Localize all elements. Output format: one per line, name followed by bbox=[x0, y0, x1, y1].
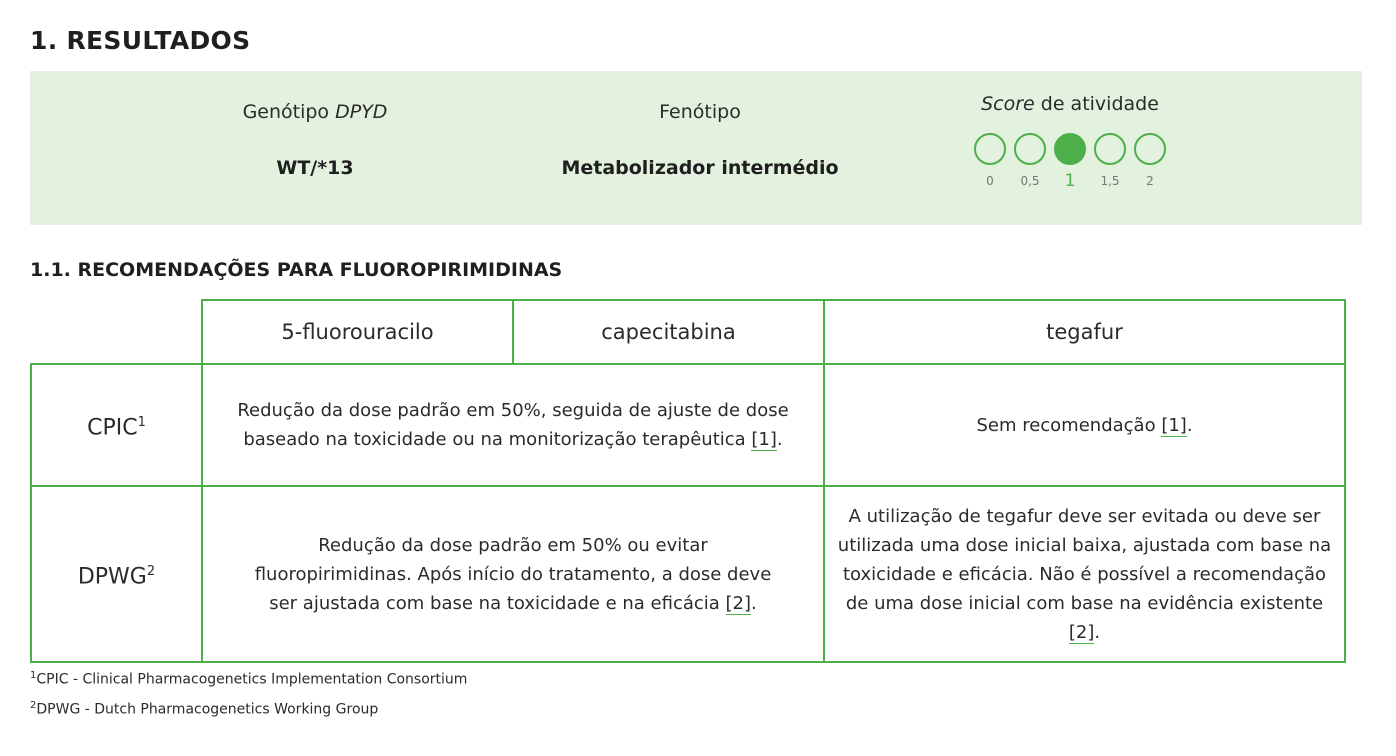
table-header-row bbox=[31, 300, 1345, 364]
table-corner-cell bbox=[31, 300, 202, 364]
org-dpwg: DPWG$^2$ bbox=[31, 486, 202, 662]
drug-header-capecitabine: capecitabina bbox=[513, 300, 824, 364]
subsection-title: 1.1. RECOMENDAÇÕES PARA FLUOROPIRIMIDINAS bbox=[30, 259, 563, 281]
phenotype-column bbox=[530, 101, 870, 179]
footnotes bbox=[30, 666, 467, 726]
dpwg-fu-cap-recommendation: Redução da dose padrão em 50% ou evitar fluoropirimidinas. Após início do tratamento, a dose deve ser ajustada com base na toxicidade e na eficácia [2]. bbox=[202, 486, 824, 662]
score-dot bbox=[1134, 133, 1166, 165]
table-row-cpic bbox=[31, 364, 1345, 486]
genotype-label: Genótipo DPYD bbox=[242, 101, 388, 123]
score-tick-label: 0,5 bbox=[1020, 174, 1040, 188]
section-title: 1. RESULTADOS bbox=[30, 26, 251, 55]
score-tick-label: 1,5 bbox=[1100, 174, 1120, 188]
results-summary-panel bbox=[30, 71, 1362, 225]
activity-score-scale bbox=[935, 133, 1205, 165]
score-dot bbox=[974, 133, 1006, 165]
score-tick-label: 2 bbox=[1146, 174, 1154, 188]
score-dot bbox=[1094, 133, 1126, 165]
gene-name: DPYD bbox=[335, 101, 388, 123]
recommendations-table bbox=[30, 299, 1346, 663]
score-dot-active bbox=[1054, 133, 1086, 165]
activity-score-ticks bbox=[935, 173, 1205, 189]
drug-header-5fu: 5-fluorouracilo bbox=[202, 300, 513, 364]
org-cpic: CPIC$^1$ bbox=[31, 364, 202, 486]
genotype-column bbox=[200, 101, 430, 179]
activity-score-column bbox=[935, 93, 1205, 189]
phenotype-value: Metabolizador intermédio bbox=[561, 157, 839, 179]
reference-link[interactable]: [2] bbox=[1068, 621, 1095, 643]
footnote-cpic: $^1$CPIC - Clinical Pharmacogenetics Implementation Consortium bbox=[30, 670, 468, 688]
phenotype-label: Fenótipo bbox=[659, 101, 741, 123]
activity-score-label: Score de atividade bbox=[981, 93, 1159, 115]
score-tick-label: 0 bbox=[986, 174, 994, 188]
reference-link[interactable]: [1] bbox=[751, 429, 777, 450]
footnote-dpwg: $^2$DPWG - Dutch Pharmacogenetics Working Group bbox=[30, 700, 379, 718]
reference-link[interactable]: [1] bbox=[1161, 414, 1187, 436]
drug-header-tegafur: tegafur bbox=[824, 300, 1345, 364]
score-tick-label: 1 bbox=[1064, 171, 1076, 191]
reference-link[interactable]: [2] bbox=[725, 592, 752, 614]
cpic-fu-cap-recommendation: Redução da dose padrão em 50%, seguida de ajuste de dose baseado na toxicidade ou na monitorização terapêutica [1]. bbox=[202, 364, 824, 486]
genotype-value: WT/*13 bbox=[276, 157, 354, 179]
score-dot bbox=[1014, 133, 1046, 165]
table-row-dpwg bbox=[31, 486, 1345, 662]
cpic-tegafur-recommendation: Sem recomendação [1]. bbox=[824, 364, 1345, 486]
dpwg-tegafur-recommendation: A utilização de tegafur deve ser evitada ou deve ser utilizada uma dose inicial baixa, ajustada com base na toxicidade e eficácia. Não é possível a recomendação de uma dose inicial com base na evidência existente [2]. bbox=[824, 486, 1345, 662]
